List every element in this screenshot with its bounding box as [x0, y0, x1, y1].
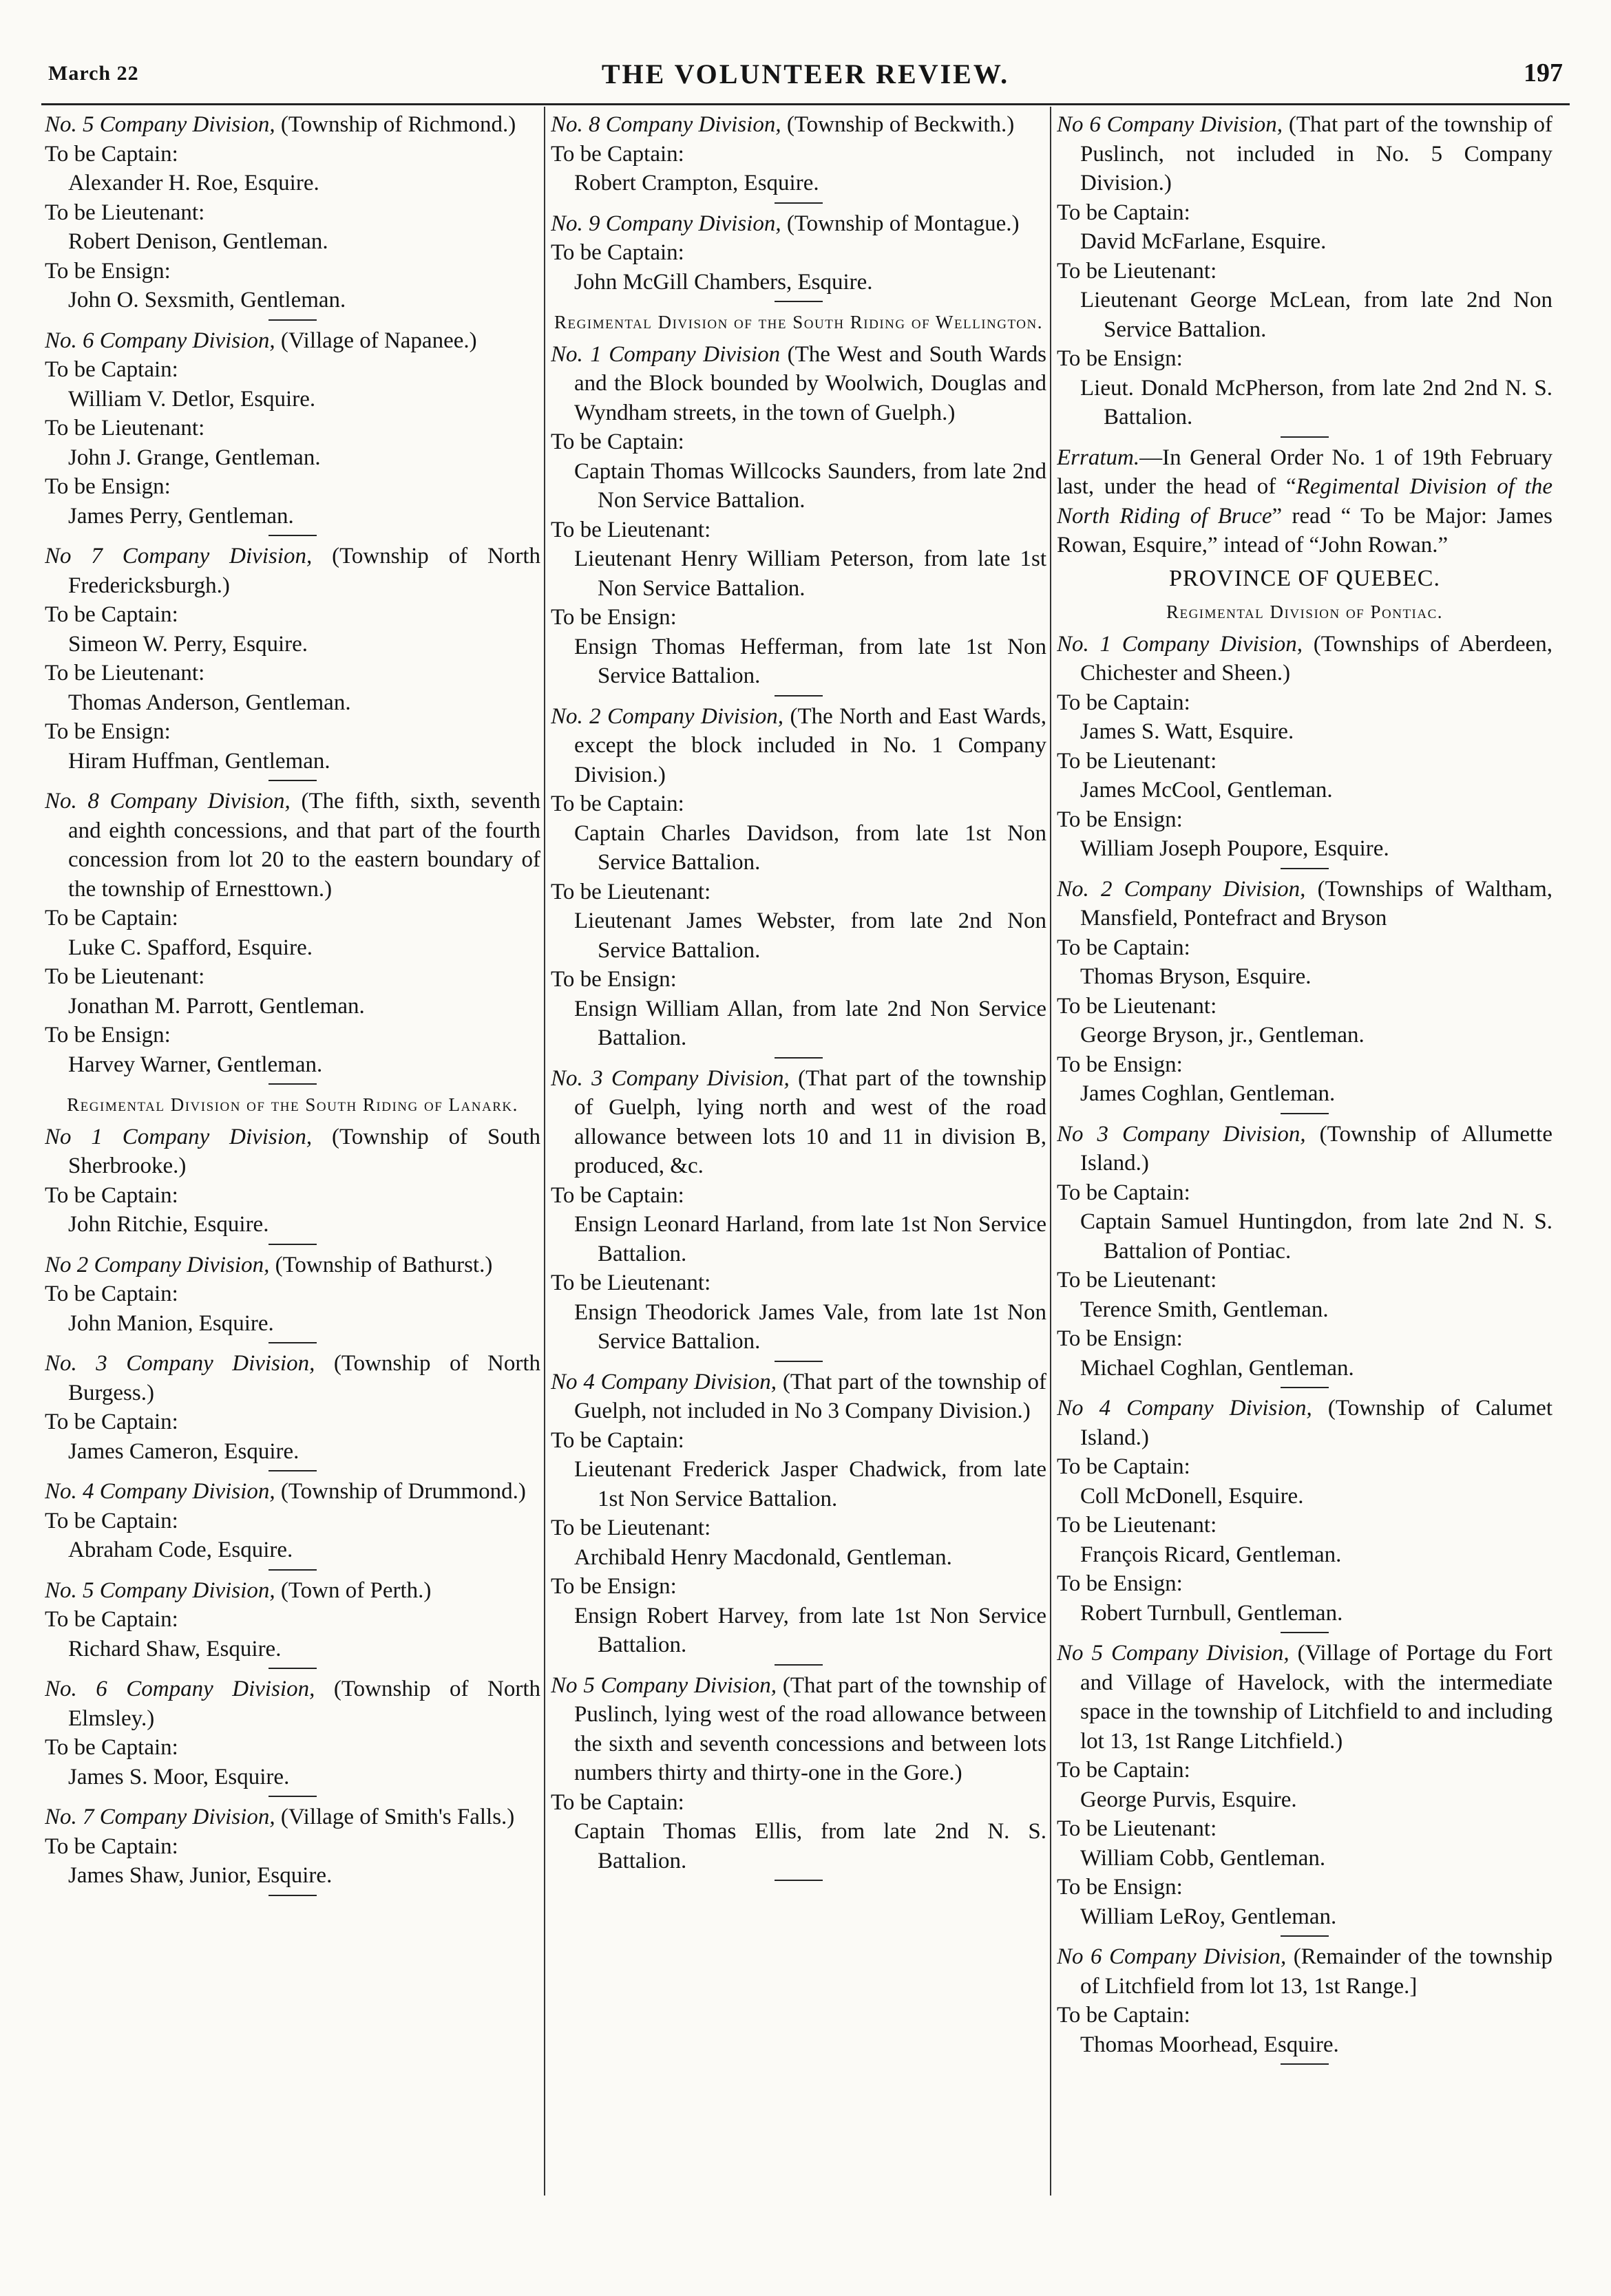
company-division-entry — [1057, 630, 1552, 869]
appointment-role: To be Ensign: — [1057, 346, 1183, 371]
appointment-role: To be Lieutenant: — [551, 879, 711, 904]
regimental-heading: Regimental Division of Pontiac. — [1166, 602, 1444, 622]
appointee-name: John McGill Chambers, Esquire. — [574, 269, 873, 295]
appointment-role: To be Ensign: — [45, 719, 171, 744]
company-division-entry — [551, 209, 1046, 303]
appointee-name: Ensign William Allan, from late 2nd Non Service Battalion. — [574, 996, 1046, 1050]
section-divider — [268, 1244, 317, 1245]
appointment-role: To be Ensign: — [1057, 807, 1183, 832]
company-division-entry — [551, 340, 1046, 697]
section-divider — [1281, 1935, 1329, 1937]
page-number: 197 — [1524, 59, 1563, 87]
company-division-entry — [1057, 1120, 1552, 1389]
appointment-role: To be Captain: — [551, 1182, 684, 1208]
division-heading — [551, 110, 1046, 140]
division-number: No 4 Company Division, — [551, 1369, 777, 1394]
appointment-role: To be Ensign: — [1057, 1571, 1183, 1596]
appointee-name: Lieutenant James Webster, from late 2nd Non Service Battalion. — [574, 908, 1046, 963]
appointment-role: To be Captain: — [1057, 2003, 1190, 2028]
erratum-text: ” read “ To be Major: James Rowan, Esquire,” intead of “John Rowan.” — [1057, 503, 1552, 557]
entries-list — [551, 110, 1046, 302]
division-number: No 7 Company Division, — [45, 544, 313, 568]
appointee-name: Thomas Bryson, Esquire. — [1080, 964, 1312, 989]
entries-list — [45, 1123, 540, 1896]
company-division-entry — [45, 1675, 540, 1797]
appointment-role: To be Captain: — [45, 1282, 178, 1306]
division-heading — [45, 110, 540, 140]
appointee-name: Robert Denison, Gentleman. — [68, 229, 328, 254]
entries-list — [1057, 630, 1552, 2065]
division-heading — [45, 1803, 540, 1832]
appointee-name: Coll McDonell, Esquire. — [1080, 1483, 1304, 1509]
division-heading — [1057, 1394, 1552, 1452]
appointment-role: To be Captain: — [551, 791, 684, 816]
division-location: (Township of Beckwith.) — [781, 112, 1015, 137]
appointee-name: William V. Detlor, Esquire. — [68, 386, 316, 412]
appointee-name: Jonathan M. Parrott, Gentleman. — [68, 993, 365, 1019]
division-location: (Township of North Elmsley.) — [68, 1677, 540, 1731]
division-heading — [45, 787, 540, 904]
division-location: (The fifth, sixth, seventh and eighth concessions, and that part of the fourth concession from lot 20 to the eastern boundary of the township of Ernesttown.) — [68, 789, 540, 902]
appointee-name: Lieut. Donald McPherson, from late 2nd 2nd N. S. Battalion. — [1080, 375, 1552, 429]
division-location: (Township of Richmond.) — [275, 112, 516, 137]
section-divider — [268, 1569, 317, 1571]
section-divider — [268, 1470, 317, 1471]
appointment-role: To be Captain: — [1057, 935, 1190, 960]
company-division-entry — [551, 1064, 1046, 1362]
division-location: (Township of Allumette Island.) — [1080, 1121, 1552, 1176]
division-number: No 5 Company Division, — [551, 1672, 777, 1698]
division-location: (Village of Napanee.) — [275, 328, 477, 353]
entries-list — [551, 340, 1046, 1882]
appointment-role: To be Captain: — [551, 141, 684, 167]
appointee-name: Richard Shaw, Esquire. — [68, 1636, 282, 1661]
regimental-heading: Regimental Division of the South Riding of Wellington. — [554, 312, 1043, 332]
company-division-entry — [45, 1576, 540, 1670]
appointment-role: To be Captain: — [1057, 200, 1190, 225]
company-division-entry — [45, 326, 540, 537]
province-heading: PROVINCE OF QUEBEC. — [1169, 565, 1440, 591]
appointment-role: To be Ensign: — [1057, 1875, 1183, 1900]
division-location: (Village of Portage du Fort and Village of Havelock, with the intermediate space in the township of Litchfield to and including lot 13, 1st Range Litchfield.) — [1080, 1641, 1552, 1754]
section-divider — [268, 1895, 317, 1896]
appointee-name: John Ritchie, Esquire. — [68, 1212, 269, 1237]
division-number: No 4 Company Division, — [1057, 1396, 1312, 1421]
appointment-role: To be Lieutenant: — [1057, 748, 1217, 774]
appointee-name: George Bryson, jr., Gentleman. — [1080, 1023, 1365, 1048]
appointee-name: John J. Grange, Gentleman. — [68, 445, 321, 470]
appointment-role: To be Lieutenant: — [1057, 993, 1217, 1019]
division-location: (Township of Calumet Island.) — [1080, 1396, 1552, 1450]
appointee-name: Captain Samuel Huntingdon, from late 2nd N. S. Battalion of Pontiac. — [1080, 1209, 1552, 1264]
appointment-role: To be Lieutenant: — [45, 964, 205, 989]
division-heading — [45, 1123, 540, 1181]
appointee-name: James Shaw, Junior, Esquire. — [68, 1863, 333, 1888]
appointment-role: To be Lieutenant: — [45, 416, 205, 440]
appointee-name: William Cobb, Gentleman. — [1080, 1845, 1326, 1871]
section-divider — [775, 1664, 823, 1666]
appointee-name: Robert Turnbull, Gentleman. — [1080, 1600, 1343, 1626]
division-number: No. 3 Company Division, — [45, 1351, 315, 1376]
appointee-name: Lieutenant Frederick Jasper Chadwick, from late 1st Non Service Battalion. — [574, 1457, 1046, 1511]
appointee-name: James McCool, Gentleman. — [1080, 778, 1333, 802]
entries-list — [1057, 110, 1552, 438]
division-heading — [1057, 1120, 1552, 1178]
company-division-entry — [45, 1803, 540, 1896]
appointment-role: To be Lieutenant: — [1057, 1513, 1217, 1538]
division-location: (Township of Bathurst.) — [269, 1252, 493, 1277]
division-heading — [1057, 875, 1552, 933]
division-heading — [551, 340, 1046, 428]
appointment-role: To be Ensign: — [1057, 1052, 1183, 1077]
column-rule — [1050, 107, 1051, 2196]
appointee-name: David McFarlane, Esquire. — [1080, 229, 1327, 254]
publication-title: THE VOLUNTEER REVIEW. — [601, 59, 1010, 89]
appointment-role: To be Captain: — [45, 1508, 178, 1533]
division-heading — [45, 542, 540, 600]
company-division-entry — [551, 1368, 1046, 1666]
company-division-entry — [45, 1349, 540, 1471]
appointment-role: To be Ensign: — [45, 1023, 171, 1048]
division-heading — [1057, 1639, 1552, 1756]
issue-date: March 22 — [48, 62, 139, 85]
appointee-name: Captain Thomas Willcocks Saunders, from late 2nd Non Service Battalion. — [574, 458, 1046, 513]
appointee-name: Thomas Anderson, Gentleman. — [68, 690, 351, 715]
appointment-role: To be Captain: — [551, 240, 684, 265]
company-division-entry — [45, 110, 540, 321]
company-division-entry — [45, 1477, 540, 1571]
appointee-name: Ensign Theodorick James Vale, from late 1st Non Service Battalion. — [574, 1299, 1046, 1354]
section-divider — [775, 301, 823, 302]
appointee-name: Captain Thomas Ellis, from late 2nd N. S. Battalion. — [574, 1819, 1046, 1873]
appointment-role: To be Captain: — [551, 429, 684, 454]
company-division-entry — [551, 1671, 1046, 1882]
division-location: (Township of North Fredericksburgh.) — [68, 544, 540, 598]
section-divider — [1281, 1387, 1329, 1388]
appointment-role: To be Captain: — [1057, 690, 1190, 715]
appointee-name: Terence Smith, Gentleman. — [1080, 1297, 1329, 1322]
division-location: (Township of Drummond.) — [275, 1479, 526, 1504]
appointment-role: To be Captain: — [551, 1427, 684, 1453]
company-division-entry — [45, 787, 540, 1085]
division-number: No. 2 Company Division, — [1057, 876, 1306, 902]
appointment-role: To be Captain: — [45, 1182, 178, 1208]
division-number: No. 9 Company Division, — [551, 211, 781, 236]
appointment-role: To be Lieutenant: — [1057, 1816, 1217, 1841]
division-location: (Townships of Waltham, Mansfield, Pontefract and Bryson — [1080, 876, 1552, 931]
division-number: No. 5 Company Division, — [45, 112, 275, 137]
division-number: No. 6 Company Division, — [45, 328, 275, 353]
division-heading — [1057, 1942, 1552, 2001]
appointment-role: To be Lieutenant: — [1057, 1268, 1217, 1293]
division-heading — [551, 1064, 1046, 1181]
appointment-role: To be Lieutenant: — [551, 1271, 711, 1295]
company-division-entry — [551, 702, 1046, 1059]
appointment-role: To be Captain: — [1057, 1758, 1190, 1783]
appointee-name: Hiram Huffman, Gentleman. — [68, 748, 330, 774]
appointee-name: John O. Sexsmith, Gentleman. — [68, 288, 346, 312]
appointee-name: Alexander H. Roe, Esquire. — [68, 171, 319, 195]
appointee-name: William LeRoy, Gentleman. — [1080, 1904, 1337, 1929]
appointment-role: To be Ensign: — [551, 967, 677, 992]
appointee-name: Thomas Moorhead, Esquire. — [1080, 2032, 1339, 2057]
company-division-entry — [551, 110, 1046, 204]
division-heading — [45, 326, 540, 356]
appointment-role: To be Lieutenant: — [1057, 258, 1217, 284]
appointee-name: Ensign Robert Harvey, from late 1st Non Service Battalion. — [574, 1603, 1046, 1657]
division-heading — [551, 702, 1046, 790]
company-division-entry — [1057, 110, 1552, 438]
company-division-entry — [1057, 1394, 1552, 1633]
appointment-role: To be Lieutenant: — [45, 200, 205, 225]
section-divider — [268, 780, 317, 781]
column-rule — [544, 107, 545, 2196]
division-heading — [551, 1671, 1046, 1788]
division-heading — [1057, 630, 1552, 688]
company-division-entry — [1057, 1639, 1552, 1937]
appointee-name: Lieutenant George McLean, from late 2nd Non Service Battalion. — [1080, 288, 1552, 342]
division-heading — [551, 209, 1046, 239]
appointment-role: To be Lieutenant: — [551, 517, 711, 542]
appointee-name: John Manion, Esquire. — [68, 1310, 274, 1336]
appointee-name: Lieutenant Henry William Peterson, from late 1st Non Service Battalion. — [574, 546, 1046, 601]
appointee-name: Abraham Code, Esquire. — [68, 1538, 293, 1562]
division-heading — [551, 1368, 1046, 1426]
section-divider — [775, 1361, 823, 1362]
division-location: (Town of Perth.) — [275, 1577, 432, 1603]
division-heading — [45, 1675, 540, 1733]
column-1 — [45, 110, 540, 2202]
appointee-name: Ensign Leonard Harland, from late 1st Non Service Battalion. — [574, 1212, 1046, 1266]
appointee-name: Archibald Henry Macdonald, Gentleman. — [574, 1544, 952, 1570]
appointee-name: Michael Coghlan, Gentleman. — [1080, 1355, 1354, 1381]
division-number: No. 3 Company Division, — [551, 1065, 790, 1091]
division-number: No 2 Company Division, — [45, 1252, 270, 1277]
appointee-name: James S. Moor, Esquire. — [68, 1764, 290, 1789]
division-number: No. 1 Company Division, — [1057, 631, 1303, 657]
column-3 — [1057, 110, 1552, 2202]
division-location: (Township of North Burgess.) — [68, 1351, 540, 1405]
appointment-role: To be Captain: — [45, 602, 178, 627]
header-rule — [41, 103, 1570, 105]
appointment-role: To be Captain: — [551, 1789, 684, 1815]
company-division-entry — [1057, 1942, 1552, 2065]
appointee-name: Harvey Warner, Gentleman. — [68, 1052, 323, 1077]
appointee-name: George Purvis, Esquire. — [1080, 1787, 1297, 1812]
appointee-name: Captain Charles Davidson, from late 1st Non Service Battalion. — [574, 820, 1046, 875]
division-location: (That part of the township of Guelph, not included in No 3 Company Division.) — [574, 1369, 1046, 1423]
division-heading — [45, 1576, 540, 1606]
appointment-role: To be Captain: — [45, 141, 178, 167]
division-number: No. 4 Company Division, — [45, 1479, 275, 1504]
section-divider — [775, 1880, 823, 1881]
appointee-name: François Ricard, Gentleman. — [1080, 1542, 1342, 1567]
division-number: No 5 Company Division, — [1057, 1641, 1289, 1666]
division-number: No. 8 Company Division, — [551, 112, 781, 137]
division-heading — [1057, 110, 1552, 198]
appointee-name: James Coghlan, Gentleman. — [1080, 1081, 1336, 1106]
division-location: (Township of South Sherbrooke.) — [68, 1124, 540, 1178]
appointment-role: To be Captain: — [45, 1735, 178, 1760]
appointee-name: William Joseph Poupore, Esquire. — [1080, 836, 1389, 861]
appointment-role: To be Ensign: — [45, 258, 171, 284]
division-location: (Remainder of the township of Litchfield from lot 13, 1st Range.] — [1080, 1944, 1552, 1999]
appointment-role: To be Ensign: — [551, 1574, 677, 1599]
section-divider — [268, 535, 317, 536]
division-number: No. 5 Company Division, — [45, 1577, 275, 1603]
section-divider — [1281, 1632, 1329, 1633]
company-division-entry — [45, 542, 540, 781]
page-header — [41, 56, 1570, 98]
division-location: (The West and South Wards and the Block bounded by Woolwich, Douglas and Wyndham streets, in the town of Guelph.) — [574, 341, 1046, 425]
column-2 — [551, 110, 1046, 2202]
appointment-role: To be Lieutenant: — [45, 661, 205, 685]
section-divider — [1281, 868, 1329, 869]
appointment-role: To be Ensign: — [45, 474, 171, 499]
erratum-italic: Regimental Division of the North Riding of Bruce — [1057, 474, 1552, 529]
regimental-heading: Regimental Division of the South Riding of Lanark. — [67, 1094, 518, 1115]
division-location: (Townships of Aberdeen, Chichester and Sheen.) — [1080, 631, 1552, 685]
appointee-name: Ensign Thomas Hefferman, from late 1st Non Service Battalion. — [574, 634, 1046, 688]
appointment-role: To be Captain: — [45, 357, 178, 382]
erratum-label: Erratum. — [1057, 445, 1140, 470]
appointment-role: To be Captain: — [45, 1607, 178, 1632]
division-heading — [45, 1477, 540, 1507]
erratum-note — [1057, 443, 1552, 560]
appointment-role: To be Captain: — [45, 906, 178, 931]
section-divider — [268, 1668, 317, 1669]
division-heading — [45, 1251, 540, 1280]
appointment-role: To be Captain: — [1057, 1454, 1190, 1479]
division-heading — [45, 1349, 540, 1407]
division-number: No. 6 Company Division, — [45, 1677, 315, 1701]
appointment-role: To be Captain: — [45, 1410, 178, 1434]
division-location: (The North and East Wards, except the block included in No. 1 Company Division.) — [574, 703, 1046, 787]
entries-list — [45, 110, 540, 1085]
division-number: No. 8 Company Division, — [45, 789, 291, 814]
company-division-entry — [45, 1251, 540, 1344]
section-divider — [1281, 2063, 1329, 2065]
company-division-entry — [1057, 875, 1552, 1114]
section-divider — [268, 319, 317, 321]
appointee-name: Simeon W. Perry, Esquire. — [68, 631, 308, 657]
section-divider — [1281, 1113, 1329, 1114]
division-location: (That part of the township of Puslinch, lying west of the road allowance between the sixth and seventh concessions and between lots numbers thirty and thirty-one in the Gore.) — [574, 1672, 1046, 1785]
division-location: (That part of the township of Guelph, lying north and west of the road allowance between lots 10 and 11 in division B, produced, &c. — [574, 1065, 1046, 1178]
section-divider — [775, 1057, 823, 1059]
section-divider — [268, 1342, 317, 1343]
appointee-name: James Perry, Gentleman. — [68, 503, 294, 529]
section-divider — [268, 1796, 317, 1797]
division-number: No 1 Company Division, — [45, 1124, 313, 1149]
section-divider — [1281, 436, 1329, 438]
appointment-role: To be Lieutenant: — [551, 1516, 711, 1540]
division-number: No 3 Company Division, — [1057, 1121, 1306, 1147]
division-location: (Village of Smith's Falls.) — [275, 1805, 515, 1829]
division-number: No. 2 Company Division, — [551, 703, 784, 729]
section-divider — [775, 695, 823, 697]
section-divider — [268, 1083, 317, 1085]
appointment-role: To be Captain: — [45, 1833, 178, 1859]
erratum-text: —In General Order No. 1 of 19th February last, under the head of “ — [1057, 445, 1552, 499]
section-divider — [775, 202, 823, 204]
appointee-name: Luke C. Spafford, Esquire. — [68, 935, 313, 960]
appointee-name: James S. Watt, Esquire. — [1080, 719, 1294, 744]
company-division-entry — [45, 1123, 540, 1245]
appointee-name: Robert Crampton, Esquire. — [574, 171, 819, 195]
division-location: (That part of the township of Puslinch, not included in No. 5 Company Division.) — [1080, 112, 1552, 195]
appointment-role: To be Ensign: — [551, 605, 677, 630]
division-number: No 6 Company Division, — [1057, 1944, 1287, 1969]
division-number: No 6 Company Division, — [1057, 112, 1283, 137]
division-number: No. 1 Company Division — [551, 341, 781, 367]
division-location: (Township of Montague.) — [781, 211, 1020, 236]
appointment-role: To be Ensign: — [1057, 1326, 1183, 1351]
division-number: No. 7 Company Division, — [45, 1805, 275, 1829]
appointment-role: To be Captain: — [1057, 1180, 1190, 1205]
appointee-name: James Cameron, Esquire. — [68, 1438, 299, 1464]
